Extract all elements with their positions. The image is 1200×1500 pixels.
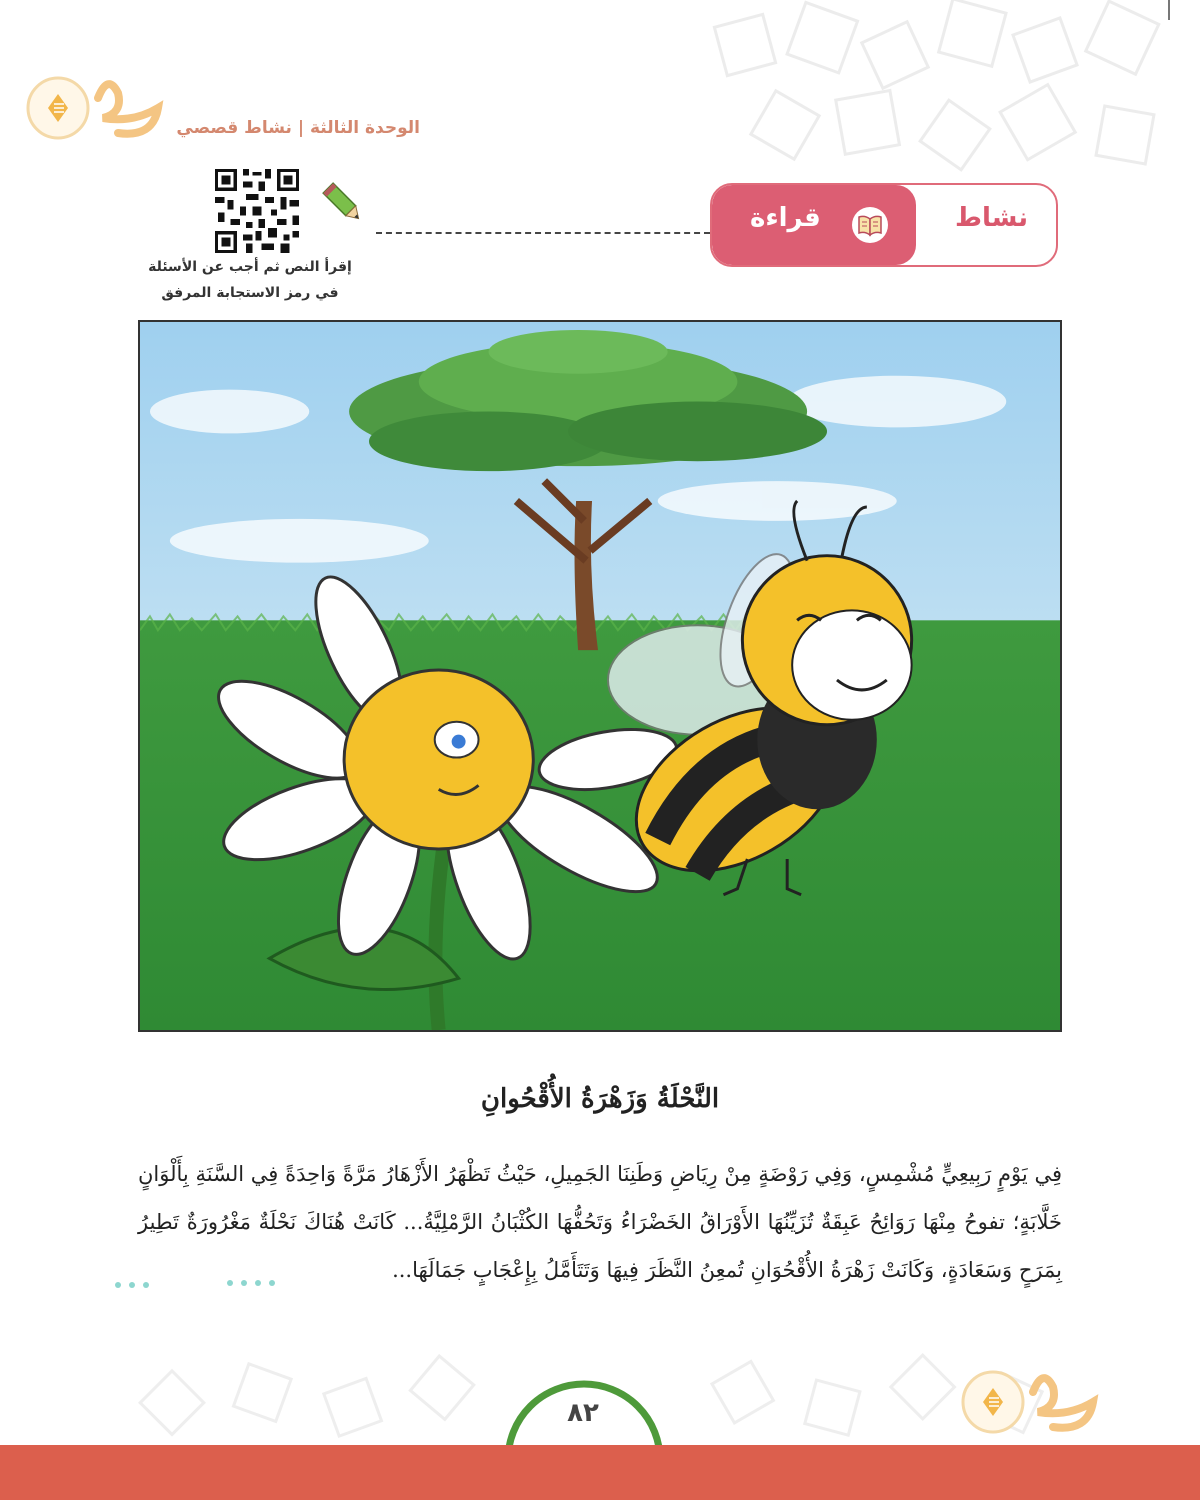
story-illustration bbox=[138, 320, 1062, 1032]
unit-header: الوحدة الثالثة | نشاط قصصي bbox=[176, 118, 420, 138]
activity-label: نشاط bbox=[955, 203, 1028, 233]
activity-type-box bbox=[712, 185, 916, 265]
page-edge-mark bbox=[1168, 0, 1170, 20]
activity-pill bbox=[710, 183, 1058, 267]
decorative-dots bbox=[110, 1278, 290, 1292]
instruction-text bbox=[120, 254, 380, 306]
page-number: ٨٢ bbox=[567, 1398, 599, 1428]
decorative-pattern-top bbox=[700, 0, 1180, 190]
book-icon bbox=[850, 205, 890, 245]
activity-type-label: قراءة bbox=[750, 203, 821, 233]
dashed-divider bbox=[376, 232, 710, 234]
pencil-icon bbox=[318, 178, 368, 228]
instruction-line-2: في رمز الاستجابة المرفق bbox=[161, 285, 339, 301]
story-body: فِي يَوْمٍ رَبِيعِيٍّ مُشْمِسٍ، وَفِي رَوْضَةٍ مِنْ رِيَاضِ وَطَنِنَا الجَمِيلِ، حَيْثُ تَظْهَرُ الأَزْهَارُ مَرَّةً وَاحِدَةً فِي السَّنَةِ بِأَلْوَانٍ خَلَّابَةٍ؛ تفوحُ مِنْهَا رَوَائِحُ عَبِقَةٌ تُزَيِّنُهَا الأَوْرَاقُ الخَضْرَاءُ وَتَحُفُّهَا الكُثْبَانُ الرَّمْلِيَّةُ... كَانَتْ هُنَاكَ نَحْلَةٌ مَغْرُورَةٌ تَطِيرُ بِمَرَحٍ وَسَعَادَةٍ، وَكَانَتْ زَهْرَةُ الأُقْحُوَانِ تُمعِنُ النَّظَرَ فِيهَا وَتَتَأَمَّلُ بِإِعْجَابٍ جَمَالَهَا... bbox=[138, 1162, 1062, 1282]
story-title: النَّحْلَةُ وَزَهْرَةُ الأُقْحُوانِ bbox=[480, 1084, 720, 1114]
instruction-line-1: إقرأ النص ثم أجب عن الأسئلة bbox=[148, 259, 352, 275]
hulul-logo-bottom bbox=[955, 1362, 1105, 1442]
qr-code[interactable] bbox=[212, 166, 302, 256]
footer-bar bbox=[0, 1445, 1200, 1500]
